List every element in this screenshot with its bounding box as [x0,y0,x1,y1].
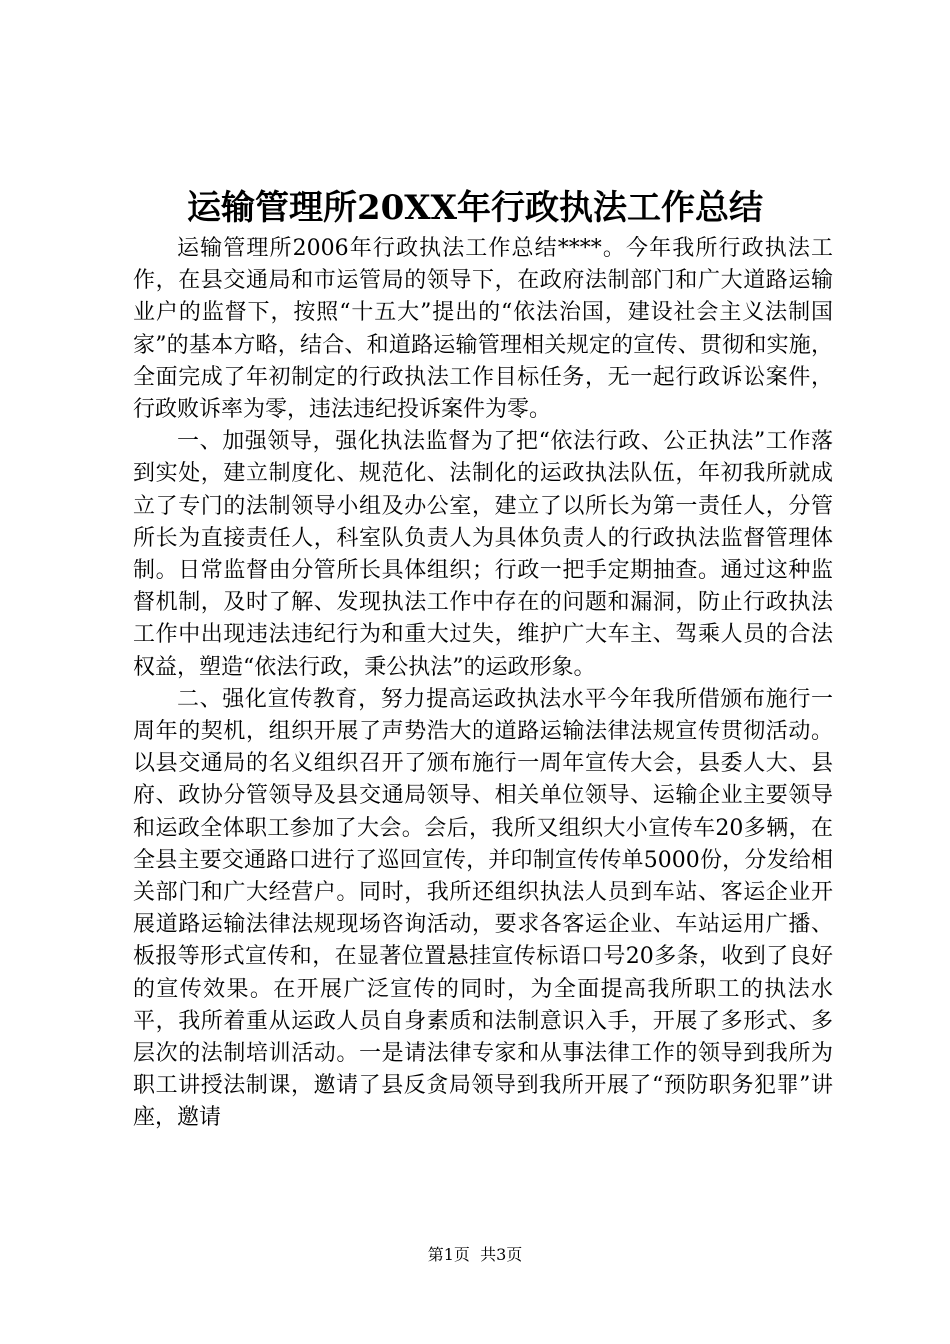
page-number: 第1页 [427,1245,470,1264]
paragraph-intro: 运输管理所2006年行政执法工作总结****。今年我所行政执法工作，在县交通局和市运管局的领导下，在政府法制部门和广大道路运输业户的监督下，按照“十五大”提出的“依法治国，建设社会主义法制国家”的基本方略，结合、和道路运输管理相关规定的宣传、贯彻和实施，全面完成了年初制定的行政执法工作目标任务，无一起行政诉讼案件，行政败诉率为零，违法违纪投诉案件为零。 [133,236,833,423]
paragraph-section-1: 一、加强领导，强化执法监督为了把“依法行政、公正执法”工作落到实处，建立制度化、规范化、法制化的运政执法队伍，年初我所就成立了专门的法制领导小组及办公室，建立了以所长为第一责任人，分管所长为直接责任人，科室队负责人为具体负责人的行政执法监督管理体制。日常监督由分管所长具体组织；行政一把手定期抽查。通过这种监督机制，及时了解、发现执法工作中存在的问题和漏洞，防止行政执法工作中出现违法违纪行为和重大过失，维护广大车主、驾乘人员的合法权益，塑造“依法行政，秉公执法”的运政形象。 [133,429,833,680]
page-footer [0,1245,950,1265]
page-total: 共3页 [480,1245,523,1264]
paragraph-section-2: 二、强化宣传教育，努力提高运政执法水平今年我所借颁布施行一周年的契机，组织开展了声势浩大的道路运输法律法规宣传贯彻活动。以县交通局的名义组织召开了颁布施行一周年宣传大会，县委人大、县府、政协分管领导及县交通局领导、相关单位领导、运输企业主要领导和运政全体职工参加了大会。会后，我所又组织大小宣传车20多辆，在全县主要交通路口进行了巡回宣传，并印制宣传传单5000份，分发给相关部门和广大经营户。同时，我所还组织执法人员到车站、客运企业开展道路运输法律法规现场咨询活动，要求各客运企业、车站运用广播、板报等形式宣传和，在显著位置悬挂宣传标语口号20多条，收到了良好的宣传效果。在开展广泛宣传的同时，为全面提高我所职工的执法水平，我所着重从运政人员自身素质和法制意识入手，开展了多形式、多层次的法制培训活动。一是请法律专家和从事法律工作的领导到我所为职工讲授法制课，邀请了县反贪局领导到我所开展了“预防职务犯罪”讲座，邀请 [133,686,833,1131]
document-title: 运输管理所20XX年行政执法工作总结 [186,188,764,228]
document-body [133,233,833,1135]
